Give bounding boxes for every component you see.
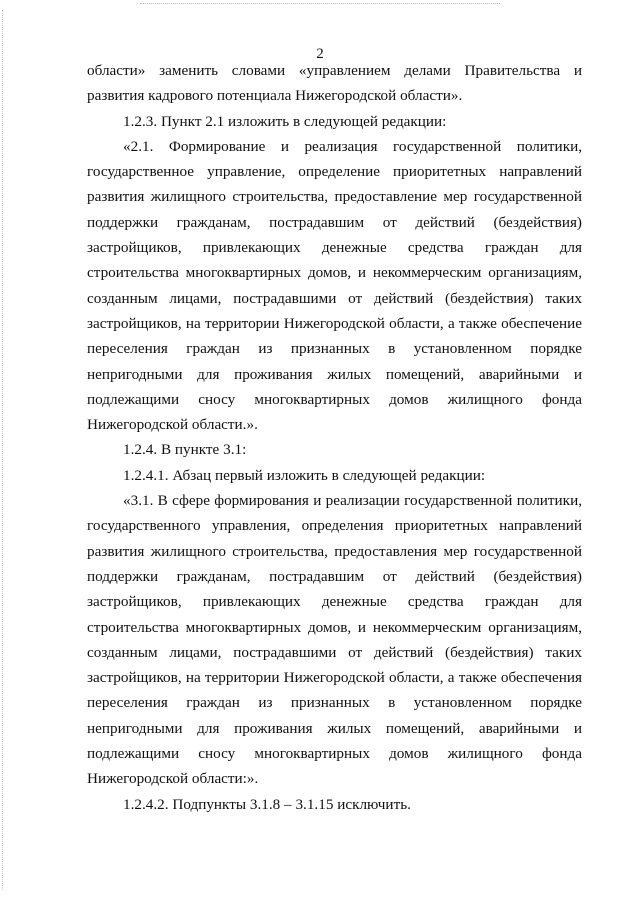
paragraph-item-1-2-4: 1.2.4. В пункте 3.1:: [123, 441, 247, 459]
paragraph-item-1-2-4-2: 1.2.4.2. Подпункты 3.1.8 – 3.1.15 исключить.: [123, 795, 411, 813]
page-number: 2: [316, 46, 324, 62]
paragraph-quote-2-1: «2.1. Формирование и реализация государственной политики, государственное управление, определение приоритетных направлений развития жилищного строительства, предоставление мер государственной поддержки гражданам, пострадавшим от действий (бездействия) застройщиков, привлекающих денежные средства граждан для строительства многоквартирных домов, и некоммерческим организациям, созданным лицами, пострадавшими от действий (бездействия) таких застройщиков, на территории Нижегородской области, а также обеспечение переселения граждан из признанных в установленном порядке непригодными для проживания жилых помещений, аварийными и подлежащими сносу многоквартирных домов жилищного фонда Нижегородской области.».: [87, 137, 582, 434]
scan-top-edge: [140, 3, 500, 4]
paragraph-quote-3-1: «3.1. В сфере формирования и реализации государственной политики, государственного управления, определения приоритетных направлений развития жилищного строительства, предоставления мер государственной поддержки гражданам, пострадавшим от действий (бездействия) застройщиков, привлекающих денежные средства граждан для строительства многоквартирных домов, и некоммерческим организациям, созданным лицами, пострадавшими от действий (бездействия) таких застройщиков, на территории Нижегородской области, а также обеспечения переселения граждан из признанных в установленном порядке непригодными для проживания жилых помещений, аварийными и подлежащими сносу многоквартирных домов жилищного фонда Нижегородской области:».: [87, 492, 582, 788]
paragraph-item-1-2-3: 1.2.3. Пункт 2.1 изложить в следующей редакции:: [123, 112, 447, 130]
scan-left-edge: [2, 10, 3, 890]
document-body: [87, 58, 582, 817]
paragraph-item-1-2-4-1: 1.2.4.1. Абзац первый изложить в следующей редакции:: [123, 466, 486, 484]
paragraph-continuation: области» заменить словами «управлением делами Правительства и развития кадрового потенциала Нижегородской области».: [87, 62, 582, 105]
